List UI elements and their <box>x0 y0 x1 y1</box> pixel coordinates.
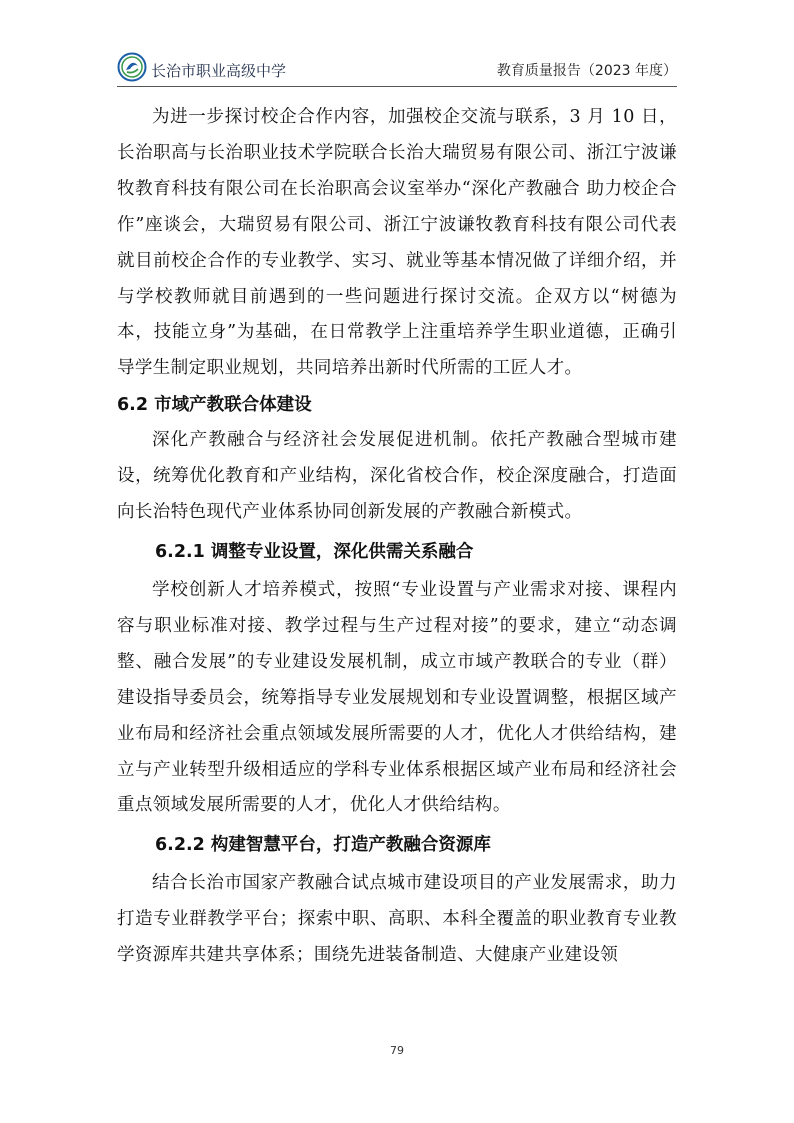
section-heading-6-2-2: 6.2.2 构建智慧平台，打造产教融合资源库 <box>155 835 491 856</box>
section-heading-6-2-1: 6.2.1 调整专业设置，深化供需关系融合 <box>155 541 474 562</box>
paragraph-school-enterprise-symposium: 为进一步探讨校企合作内容，加强校企交流与联系，3 月 10 日，长治职高与长治职业技术学院联合长治大瑞贸易有限公司、浙江宁波谦牧教育科技有限公司在长治职高会议室举办“深化产教融合 助力校企合作”座谈会，大瑞贸易有限公司、浙江宁波谦牧教育科技有限公司代表就目前校企合作的专业教学、实习、就业等基本情况做了详细介绍，并与学校教师就目前遇到的一些问题进行探讨交流。企双方以“树德为本，技能立身”为基础，在日常教学上注重培养学生职业道德，正确引导学生制定职业规划，共同培养出新时代所需的工匠人才。 <box>117 107 677 379</box>
page-header <box>117 48 677 88</box>
paragraph-industry-education-integration: 深化产教融合与经济社会发展促进机制。依托产教融合型城市建设，统筹优化教育和产业结构，深化省校合作，校企深度融合，打造面向长治特色现代产业体系协同创新发展的产教融合新模式。 <box>117 430 677 523</box>
page-number: 79 <box>390 1044 404 1057</box>
school-name: 长治市职业高级中学 <box>151 62 287 80</box>
section-heading-6-2: 6.2 市域产教联合体建设 <box>117 395 312 416</box>
header-divider <box>117 86 677 87</box>
page-content <box>117 100 677 974</box>
paragraph-smart-platform: 结合长治市国家产教融合试点城市建设项目的产业发展需求，助力打造专业群教学平台；探索中职、高职、本科全覆盖的职业教育专业教学资源库共建共享体系；围绕先进装备制造、大健康产业建设领 <box>117 873 677 966</box>
report-title: 教育质量报告（2023 年度） <box>496 63 677 79</box>
paragraph-major-adjustment: 学校创新人才培养模式，按照“专业设置与产业需求对接、课程内容与职业标准对接、教学过程与生产过程对接”的要求，建立“动态调整、融合发展”的专业建设发展机制，成立市域产教联合的专业（群）建设指导委员会，统筹指导专业发展规划和专业设置调整，根据区域产业布局和经济社会重点领域发展所需要的人才，优化人才供给结构，建立与产业转型升级相适应的学科专业体系根据区域产业布局和经济社会重点领域发展所需要的人才，优化人才供给结构。 <box>117 579 677 816</box>
school-logo-icon <box>117 52 147 82</box>
